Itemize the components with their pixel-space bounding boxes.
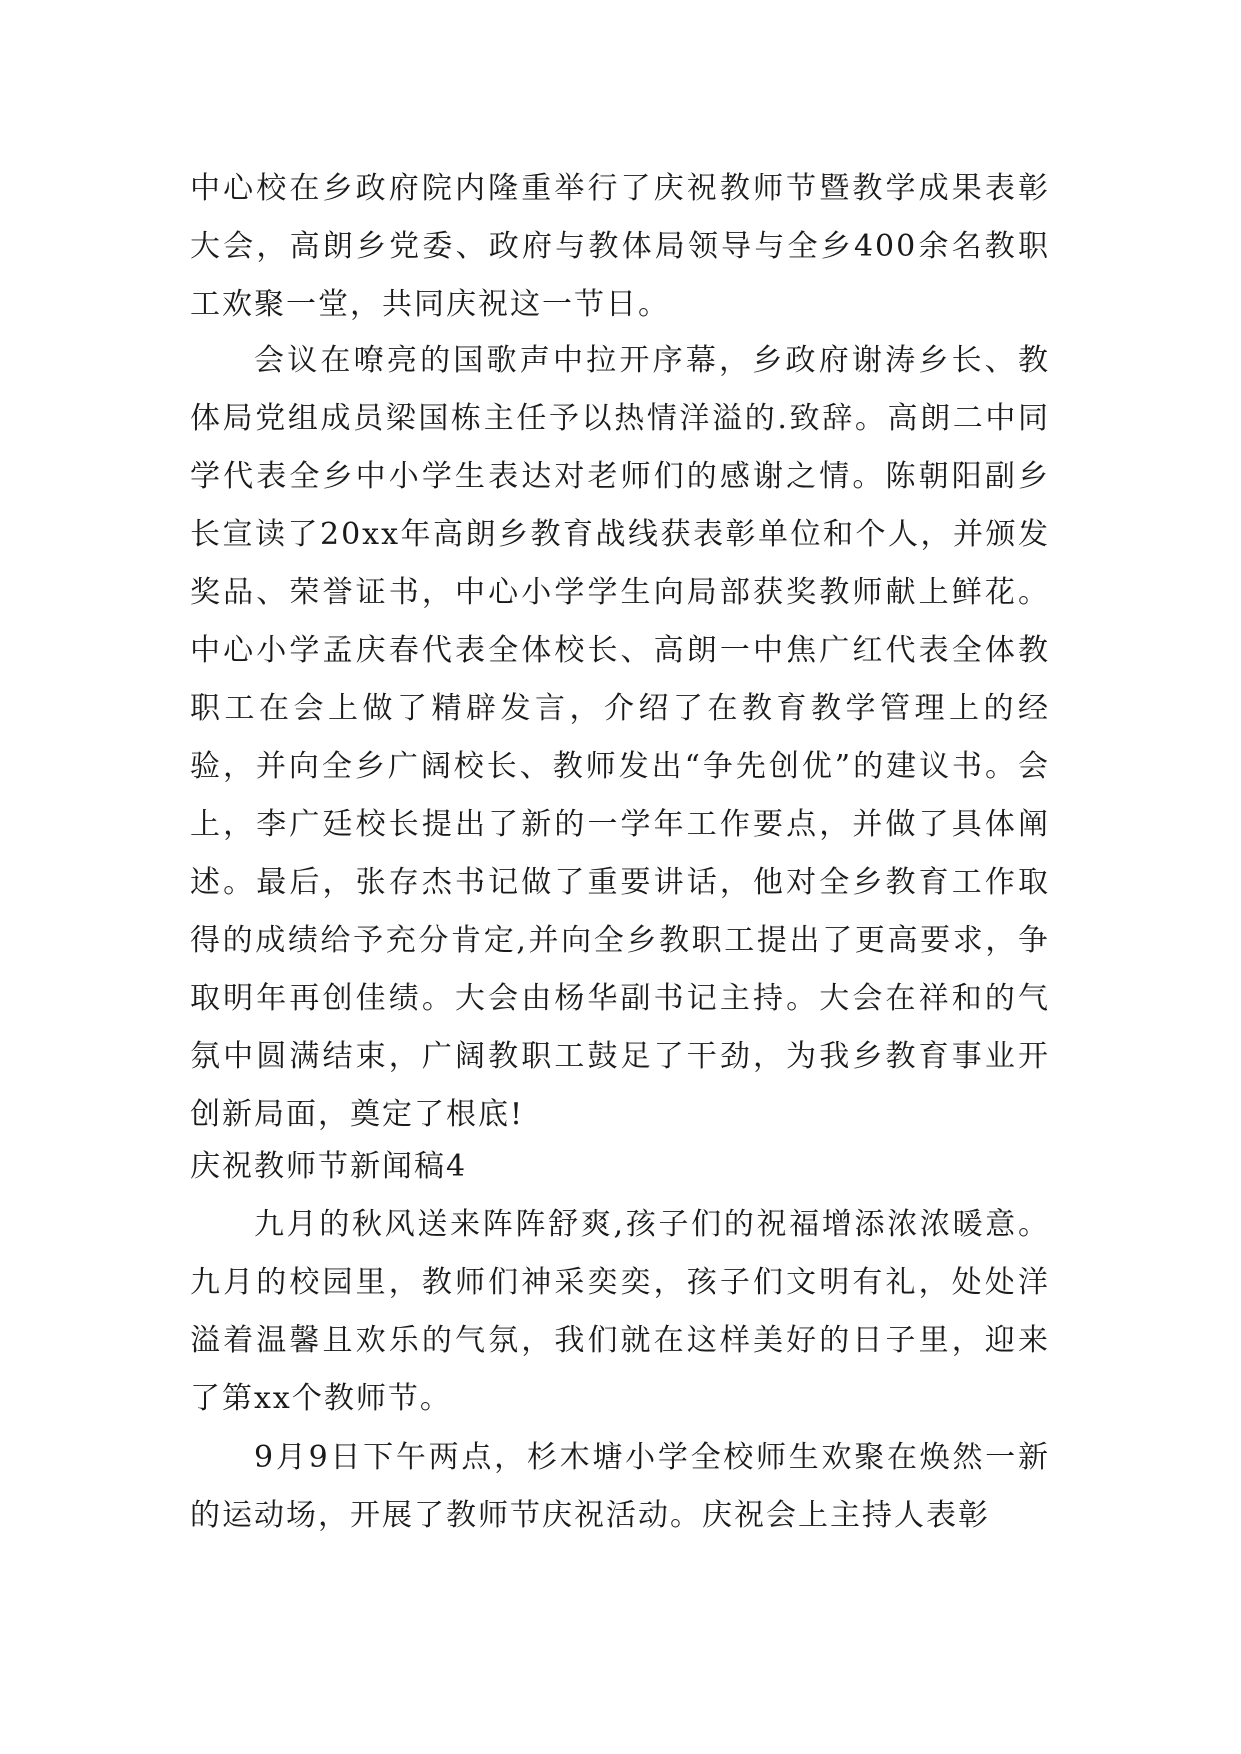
section-heading: 庆祝教师节新闻稿4 xyxy=(190,1149,468,1184)
paragraph-1: 中心校在乡政府院内隆重举行了庆祝教师节暨教学成果表彰大会，高朗乡党委、政府与教体局领导与全乡400余名教职工欢聚一堂，共同庆祝这一节日。 xyxy=(190,171,1050,322)
paragraph-3: 九月的秋风送来阵阵舒爽,孩子们的祝福增添浓浓暖意。九月的校园里，教师们神采奕奕，孩子们文明有礼，处处洋溢着温馨且欢乐的气氛，我们就在这样美好的日子里，迎来了第xx个教师节。 xyxy=(190,1207,1050,1416)
paragraph-4: 9月9日下午两点，杉木塘小学全校师生欢聚在焕然一新的运动场，开展了教师节庆祝活动。庆祝会上主持人表彰 xyxy=(190,1440,1050,1533)
paragraph-2: 会议在嘹亮的国歌声中拉开序幕，乡政府谢涛乡长、教体局党组成员梁国栋主任予以热情洋溢的.致辞。高朗二中同学代表全乡中小学生表达对老师们的感谢之情。陈朝阳副乡长宣读了20xx年高朗乡教育战线获表彰单位和个人，并颁发奖品、荣誉证书，中心小学学生向局部获奖教师献上鲜花。中心小学孟庆春代表全体校长、高朗一中焦广红代表全体教职工在会上做了精辟发言，介绍了在教育教学管理上的经验，并向全乡广阔校长、教师发出“争先创优”的建议书。会上，李广廷校长提出了新的一学年工作要点，并做了具体阐述。最后，张存杰书记做了重要讲话，他对全乡教育工作取得的成绩给予充分肯定,并向全乡教职工提出了更高要求，争取明年再创佳绩。大会由杨华副书记主持。大会在祥和的气氛中圆满结束，广阔教职工鼓足了干劲，为我乡教育事业开创新局面，奠定了根底! xyxy=(190,343,1050,1132)
